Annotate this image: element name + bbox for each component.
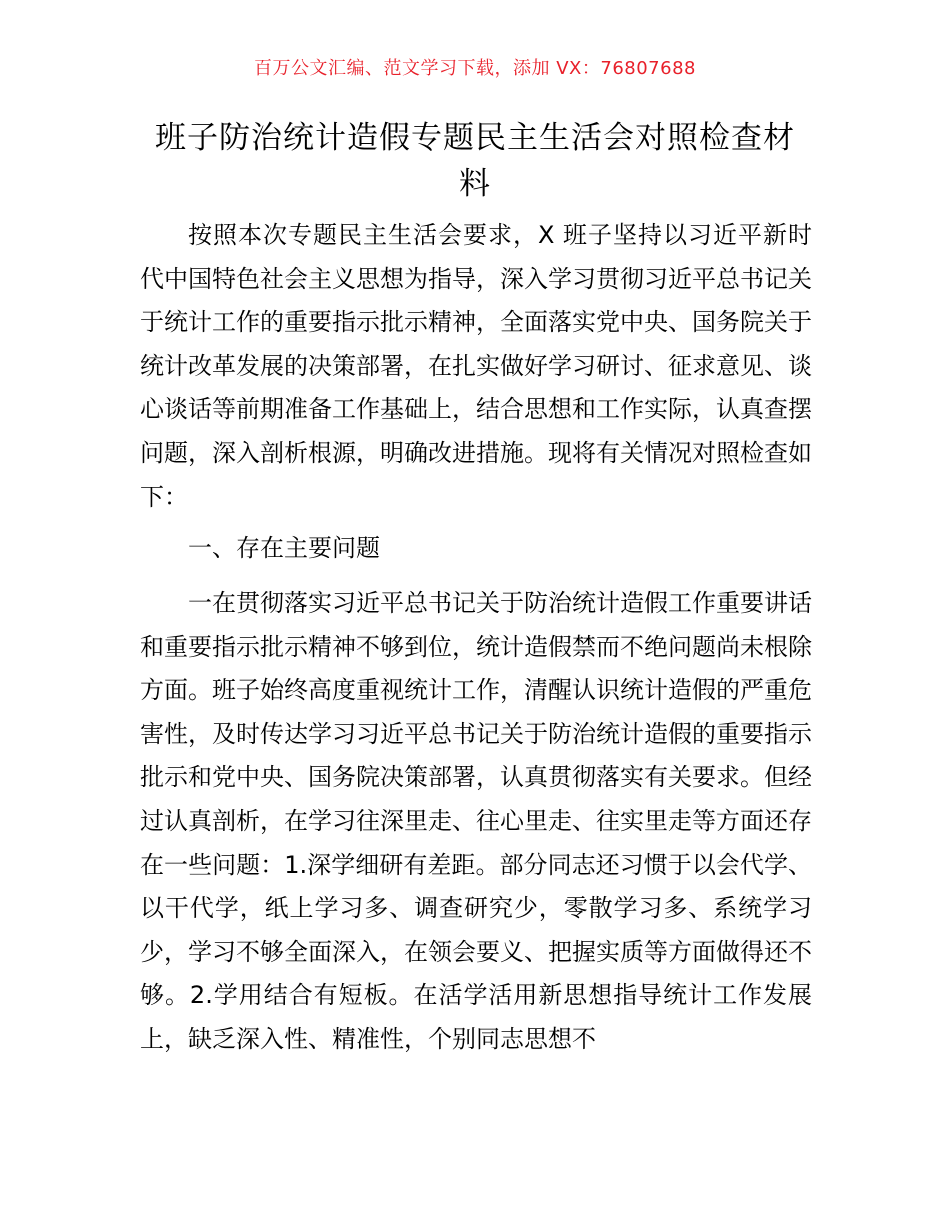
document-title: 班子防治统计造假专题民主生活会对照检查材料 [155,120,795,202]
header-banner: 百万公文汇编、范文学习下载，添加 VX：76807688 [254,58,696,79]
paragraph-intro: 按照本次专题民主生活会要求，X 班子坚持以习近平新时代中国特色社会主义思想为指导，深入学习贯彻习近平总书记关于统计工作的重要指示批示精神，全面落实党中央、国务院关于统计改革发展的决策部署，在扎实做好学习研讨、征求意见、谈心谈话等前期准备工作基础上，结合思想和工作实际，认真查摆问题，深入剖析根源，明确改进措施。现将有关情况对照检查如下： [140,221,812,511]
paragraph-problem-one: 一在贯彻落实习近平总书记关于防治统计造假工作重要讲话和重要指示批示精神不够到位，统计造假禁而不绝问题尚未根除方面。班子始终高度重视统计工作，清醒认识统计造假的严重危害性，及时传达学习习近平总书记关于防治统计造假的重要指示批示和党中央、国务院决策部署，认真贯彻落实有关要求。但经过认真剖析，在学习往深里走、往心里走、往实里走等方面还存在一些问题：1.深学细研有差距。部分同志还习惯于以会代学、以干代学，纸上学习多、调查研究少，零散学习多、系统学习少，学习不够全面深入，在领会要义、把握实质等方面做得还不够。2.学用结合有短板。在活学活用新思想指导统计工作发展上，缺乏深入性、精准性，个别同志思想不 [140,589,812,1053]
section-heading-main-problems: 一、存在主要问题 [188,534,380,562]
